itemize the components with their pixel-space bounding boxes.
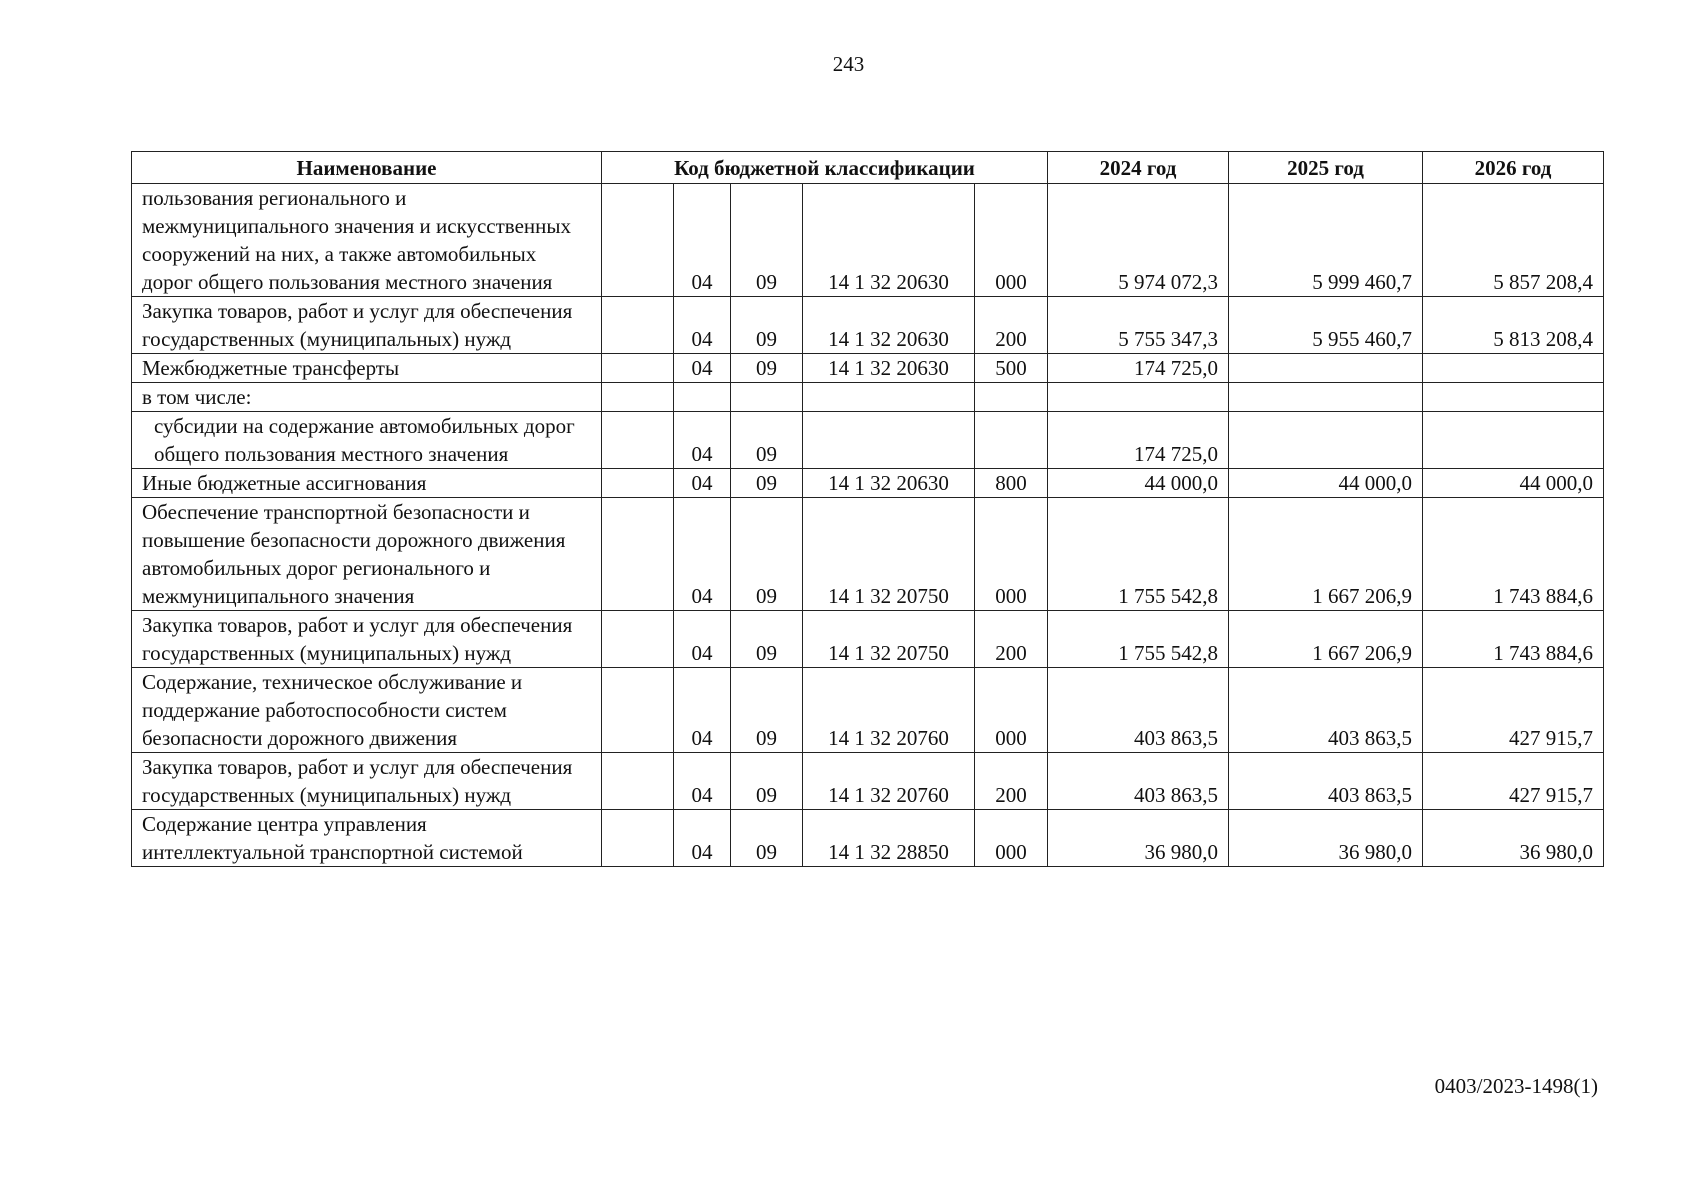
table-row — [132, 297, 1604, 354]
row-name-cell — [132, 412, 602, 469]
row-blank-cell — [602, 810, 674, 867]
header-code: Код бюджетной классификации — [602, 152, 1048, 184]
row-expense: 000 — [975, 184, 1048, 297]
row-subsection: 09 — [731, 668, 803, 753]
row-2025 — [1229, 412, 1423, 469]
row-expense: 200 — [975, 753, 1048, 810]
row-blank-cell — [602, 498, 674, 611]
budget-table — [131, 151, 1604, 867]
row-subsection: 09 — [731, 810, 803, 867]
row-subsection: 09 — [731, 469, 803, 498]
table-row — [132, 354, 1604, 383]
row-blank-cell — [602, 469, 674, 498]
header-2025: 2025 год — [1229, 152, 1423, 184]
row-2025: 36 980,0 — [1229, 810, 1423, 867]
row-target: 14 1 32 20750 — [803, 498, 975, 611]
row-name: в том числе: — [132, 383, 602, 412]
row-target: 14 1 32 20630 — [803, 297, 975, 354]
row-expense: 500 — [975, 354, 1048, 383]
row-2026: 1 743 884,6 — [1423, 611, 1604, 668]
row-name: Иные бюджетные ассигнования — [132, 469, 602, 498]
row-2024: 1 755 542,8 — [1048, 611, 1229, 668]
row-expense: 200 — [975, 611, 1048, 668]
row-expense: 000 — [975, 668, 1048, 753]
table-row — [132, 753, 1604, 810]
row-section: 04 — [674, 297, 731, 354]
row-subsection: 09 — [731, 498, 803, 611]
row-target: 14 1 32 20630 — [803, 469, 975, 498]
row-2025: 5 999 460,7 — [1229, 184, 1423, 297]
row-2024: 403 863,5 — [1048, 753, 1229, 810]
row-section: 04 — [674, 753, 731, 810]
row-2026: 1 743 884,6 — [1423, 498, 1604, 611]
row-2026: 44 000,0 — [1423, 469, 1604, 498]
row-target: 14 1 32 20760 — [803, 668, 975, 753]
row-name: Обеспечение транспортной безопасности и повышение безопасности дорожного движения автомобильных дорог регионального и межмуниципального значения — [132, 498, 602, 611]
row-2024: 403 863,5 — [1048, 668, 1229, 753]
row-2026 — [1423, 412, 1604, 469]
row-2025: 1 667 206,9 — [1229, 498, 1423, 611]
row-blank-cell — [602, 611, 674, 668]
row-2026: 5 813 208,4 — [1423, 297, 1604, 354]
row-name: Закупка товаров, работ и услуг для обеспечения государственных (муниципальных) нужд — [132, 611, 602, 668]
row-subsection: 09 — [731, 297, 803, 354]
row-target: 14 1 32 28850 — [803, 810, 975, 867]
row-section: 04 — [674, 668, 731, 753]
row-target: 14 1 32 20630 — [803, 184, 975, 297]
row-2024: 5 974 072,3 — [1048, 184, 1229, 297]
row-section: 04 — [674, 354, 731, 383]
row-blank-cell — [602, 297, 674, 354]
table-row — [132, 412, 1604, 469]
row-2026: 427 915,7 — [1423, 668, 1604, 753]
row-2024: 174 725,0 — [1048, 354, 1229, 383]
table-row — [132, 668, 1604, 753]
row-subsection: 09 — [731, 354, 803, 383]
row-2025 — [1229, 354, 1423, 383]
row-2025 — [1229, 383, 1423, 412]
row-2024: 5 755 347,3 — [1048, 297, 1229, 354]
row-2026: 36 980,0 — [1423, 810, 1604, 867]
row-expense — [975, 412, 1048, 469]
row-section: 04 — [674, 184, 731, 297]
page-number: 243 — [832, 52, 865, 76]
table-row — [132, 810, 1604, 867]
table-header-row — [132, 152, 1604, 184]
table-row — [132, 383, 1604, 412]
row-target — [803, 383, 975, 412]
table-row — [132, 611, 1604, 668]
row-2026: 5 857 208,4 — [1423, 184, 1604, 297]
row-target: 14 1 32 20630 — [803, 354, 975, 383]
row-blank-cell — [602, 753, 674, 810]
row-section: 04 — [674, 810, 731, 867]
row-expense: 200 — [975, 297, 1048, 354]
row-2025: 403 863,5 — [1229, 668, 1423, 753]
row-name: Закупка товаров, работ и услуг для обеспечения государственных (муниципальных) нужд — [132, 297, 602, 354]
row-target — [803, 412, 975, 469]
row-expense — [975, 383, 1048, 412]
row-blank-cell — [602, 412, 674, 469]
row-name: пользования регионального и межмуниципального значения и искусственных сооружений на них, а также автомобильных дорог общего пользования местного значения — [132, 184, 602, 297]
row-2024: 36 980,0 — [1048, 810, 1229, 867]
row-subsection: 09 — [731, 753, 803, 810]
row-2025: 44 000,0 — [1229, 469, 1423, 498]
table-row — [132, 469, 1604, 498]
row-section: 04 — [674, 412, 731, 469]
row-2026: 427 915,7 — [1423, 753, 1604, 810]
header-name: Наименование — [132, 152, 602, 184]
row-2024: 44 000,0 — [1048, 469, 1229, 498]
row-2024 — [1048, 383, 1229, 412]
row-2026 — [1423, 383, 1604, 412]
row-subsection — [731, 383, 803, 412]
row-section: 04 — [674, 498, 731, 611]
row-blank-cell — [602, 184, 674, 297]
row-section: 04 — [674, 611, 731, 668]
table-row — [132, 498, 1604, 611]
row-2024: 1 755 542,8 — [1048, 498, 1229, 611]
row-2024: 174 725,0 — [1048, 412, 1229, 469]
row-2025: 1 667 206,9 — [1229, 611, 1423, 668]
row-target: 14 1 32 20760 — [803, 753, 975, 810]
document-code: 0403/2023-1498(1) — [1434, 1074, 1598, 1098]
row-2026 — [1423, 354, 1604, 383]
row-expense: 000 — [975, 498, 1048, 611]
row-name: Закупка товаров, работ и услуг для обеспечения государственных (муниципальных) нужд — [132, 753, 602, 810]
header-2026: 2026 год — [1423, 152, 1604, 184]
row-subsection: 09 — [731, 184, 803, 297]
row-expense: 000 — [975, 810, 1048, 867]
row-2025: 5 955 460,7 — [1229, 297, 1423, 354]
row-subsection: 09 — [731, 412, 803, 469]
row-section: 04 — [674, 469, 731, 498]
row-2025: 403 863,5 — [1229, 753, 1423, 810]
row-name: Содержание, техническое обслуживание и поддержание работоспособности систем безопасности дорожного движения — [132, 668, 602, 753]
row-blank-cell — [602, 383, 674, 412]
row-blank-cell — [602, 668, 674, 753]
table-row — [132, 184, 1604, 297]
row-section — [674, 383, 731, 412]
row-name: Межбюджетные трансферты — [132, 354, 602, 383]
row-target: 14 1 32 20750 — [803, 611, 975, 668]
row-name: Содержание центра управления интеллектуальной транспортной системой — [132, 810, 602, 867]
header-2024: 2024 год — [1048, 152, 1229, 184]
row-subsection: 09 — [731, 611, 803, 668]
row-blank-cell — [602, 354, 674, 383]
row-name: субсидии на содержание автомобильных дорог общего пользования местного значения — [154, 414, 575, 466]
row-expense: 800 — [975, 469, 1048, 498]
